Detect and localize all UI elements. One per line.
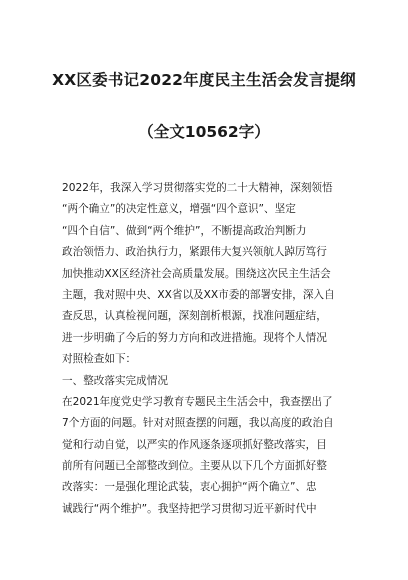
section-heading: 一、整改落实完成情况 bbox=[62, 374, 168, 387]
document-title: XX区委书记2022年度民主生活会发言提纲 bbox=[52, 71, 356, 89]
body-line: 主题，我对照中央、XX省以及XX市委的部署安排，深入自 bbox=[62, 288, 335, 301]
body-line: 7个方面的问题。针对对照查摆的问题，我以高度的政治自 bbox=[62, 417, 334, 430]
body-line: 加快推动XX区经济社会高质量发展。围绕这次民主生活会 bbox=[62, 267, 331, 280]
body-line: 诚践行“两个维护”。我坚持把学习贯彻习近平新时代中 bbox=[62, 502, 317, 515]
body-line: “四个自信”、做到“两个维护”，不断提高政治判断力 bbox=[62, 224, 307, 237]
document-body bbox=[62, 178, 354, 520]
body-line: 进一步明确了今后的努力方向和改进措施。现将个人情况 bbox=[62, 331, 327, 344]
body-line: 改落实：一是强化理论武装，衷心拥护“两个确立”、忠 bbox=[62, 481, 317, 494]
body-line: 在2021年度党史学习教育专题民主生活会中，我查摆出了 bbox=[62, 395, 333, 408]
body-line: 觉和行动自觉，以严实的作风逐条逐项抓好整改落实，目 bbox=[62, 438, 327, 451]
document-subtitle: （全文10562字） bbox=[138, 123, 270, 141]
body-line: 查反思，认真检视问题，深刻剖析根源，找准问题症结， bbox=[62, 310, 327, 323]
body-line: 前所有问题已全部整改到位。主要从以下几个方面抓好整 bbox=[62, 460, 327, 473]
body-line: 政治领悟力、政治执行力，紧跟伟大复兴领航人踔厉笃行 bbox=[62, 246, 327, 259]
body-line: 对照检查如下： bbox=[62, 353, 137, 366]
body-line: “两个确立”的决定性意义，增强“四个意识”、坚定 bbox=[62, 203, 296, 216]
body-line: 2022年，我深入学习贯彻落实党的二十大精神，深刻领悟 bbox=[62, 182, 333, 194]
